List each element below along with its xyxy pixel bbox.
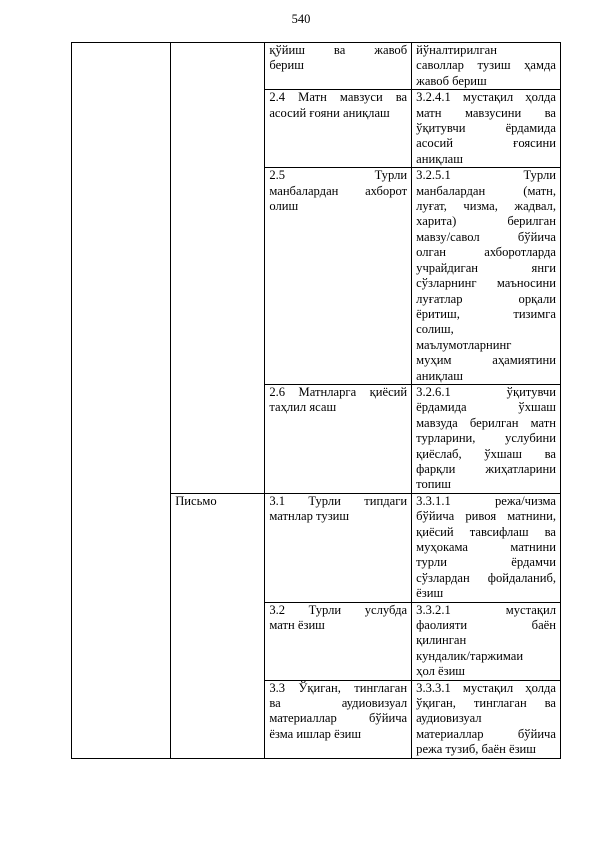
cell-text-line: 2.5 Турли [269,168,408,183]
outcome-cell [412,43,561,90]
cell-text-line: маълумотларнинг [416,337,512,352]
cell-text-line: мавзу/савол бўйича [416,229,556,244]
cell-text-line: олиш [269,199,299,214]
subsection-label: Письмо [175,493,217,508]
cell-text-line: бериш [269,58,304,73]
topic-cell [265,43,412,90]
outcome-cell [412,168,561,385]
cell-text-line: топиш [416,477,451,492]
cell-text-line: турли ёрдамчи [416,555,556,570]
topic-cell [265,168,412,385]
cell-text-line: асосий ғояни аниқлаш [269,105,390,120]
cell-text-line: аниқлаш [416,368,463,383]
cell-text-line: матн ёзиш [269,618,325,633]
subsection-cell-empty [171,43,265,494]
cell-text-line: 3.2 Турли услубда [269,602,408,617]
cell-text-line: 3.3 Ўқиган, тинглаган [269,680,408,695]
cell-text-line: жавоб бериш [416,73,487,88]
cell-text-line: турларини, услубини [416,431,556,446]
outcome-cell [412,493,561,602]
subsection-cell-writing [171,493,265,758]
cell-text-line: материаллар бўйича [269,711,408,726]
cell-text-line: ёритиш, тизимга [416,306,556,321]
cell-text-line: режа тузиб, баён ёзиш [416,742,536,757]
topic-cell [265,493,412,602]
cell-text-line: ёзма ишлар ёзиш [269,726,362,741]
cell-text-line: сўзларнинг маъносини [416,276,556,291]
cell-text-line: манбалардан ахборот [269,183,408,198]
cell-text-line: ва аудиовизуал [269,696,408,711]
cell-text-line: 3.2.5.1 Турли [416,168,556,183]
cell-text-line: қилинган [416,633,467,648]
cell-text-line: кундалик/таржимаи [416,648,524,663]
topic-cell [265,384,412,493]
cell-text-line: ёзиш [416,586,444,601]
topic-cell [265,602,412,680]
cell-text-line: қиёсий тавсифлаш ва [416,524,556,539]
cell-text-line: аниқлаш [416,151,463,166]
page-number: 540 [291,12,311,26]
cell-text-line: мавзуда берилган матн [416,415,556,430]
cell-text-line: матнлар тузиш [269,509,350,524]
cell-text-line: муҳим аҳамиятини [416,353,556,368]
cell-text-line: фаолияти баён [416,618,556,633]
cell-text-line: муҳокама матнини [416,540,556,554]
outcome-cell [412,384,561,493]
curriculum-table [71,42,561,759]
cell-text-line: луғатлар орқали [416,291,556,306]
cell-text-line: асосий ғоясини [416,136,556,151]
cell-text-line: ўқитувчи ёрдамида [416,121,556,136]
table-row [72,43,561,90]
cell-text-line: манбалардан (матн, [416,183,556,198]
cell-text-line: 2.4 Матн мавзуси ва [269,90,408,105]
outcome-cell [412,680,561,758]
outcome-cell [412,90,561,168]
cell-text-line: солиш, [416,322,454,337]
cell-text-line: саволлар тузиш ҳамда [416,58,556,73]
cell-text-line: 3.3.2.1 мустақил [416,602,556,617]
outcome-cell [412,602,561,680]
cell-text-line: йўналтирилган [416,43,497,57]
topic-cell [265,680,412,758]
cell-text-line: материаллар бўйича [416,726,556,741]
cell-text-line: бўйича ривоя матнини, [416,509,556,524]
cell-text-line: олган ахборотларда [416,245,556,260]
cell-text-line: сўзлардан фойдаланиб, [416,570,556,585]
cell-text-line: ҳол ёзиш [416,664,466,679]
cell-text-line: аудиовизуал [416,711,482,726]
topic-cell [265,90,412,168]
cell-text-line: ўқиган, тинглаган ва [416,696,556,711]
cell-text-line: 3.2.6.1 ўқитувчи [416,384,556,399]
cell-text-line: 3.1 Турли типдаги [269,493,408,508]
cell-text-line: қиёслаб, ўхшаш ва [416,446,556,461]
cell-text-line: 3.2.4.1 мустақил ҳолда [416,90,556,105]
cell-text-line: матн мавзусини ва [416,105,556,120]
cell-text-line: учрайдиган янги [416,260,556,275]
cell-text-line: 3.3.3.1 мустақил ҳолда [416,680,556,695]
section-cell-empty [72,43,171,759]
cell-text-line: 3.3.1.1 режа/чизма [416,493,556,508]
cell-text-line: харита) берилган [416,214,556,229]
cell-text-line: қўйиш ва жавоб [269,43,408,57]
cell-text-line: ёрдамида ўхшаш [416,400,556,415]
cell-text-line: фарқли жиҳатларини [416,461,556,476]
cell-text-line: таҳлил ясаш [269,400,337,415]
cell-text-line: 2.6 Матнларга қиёсий [269,384,408,399]
cell-text-line: луғат, чизма, жадвал, [416,199,556,214]
